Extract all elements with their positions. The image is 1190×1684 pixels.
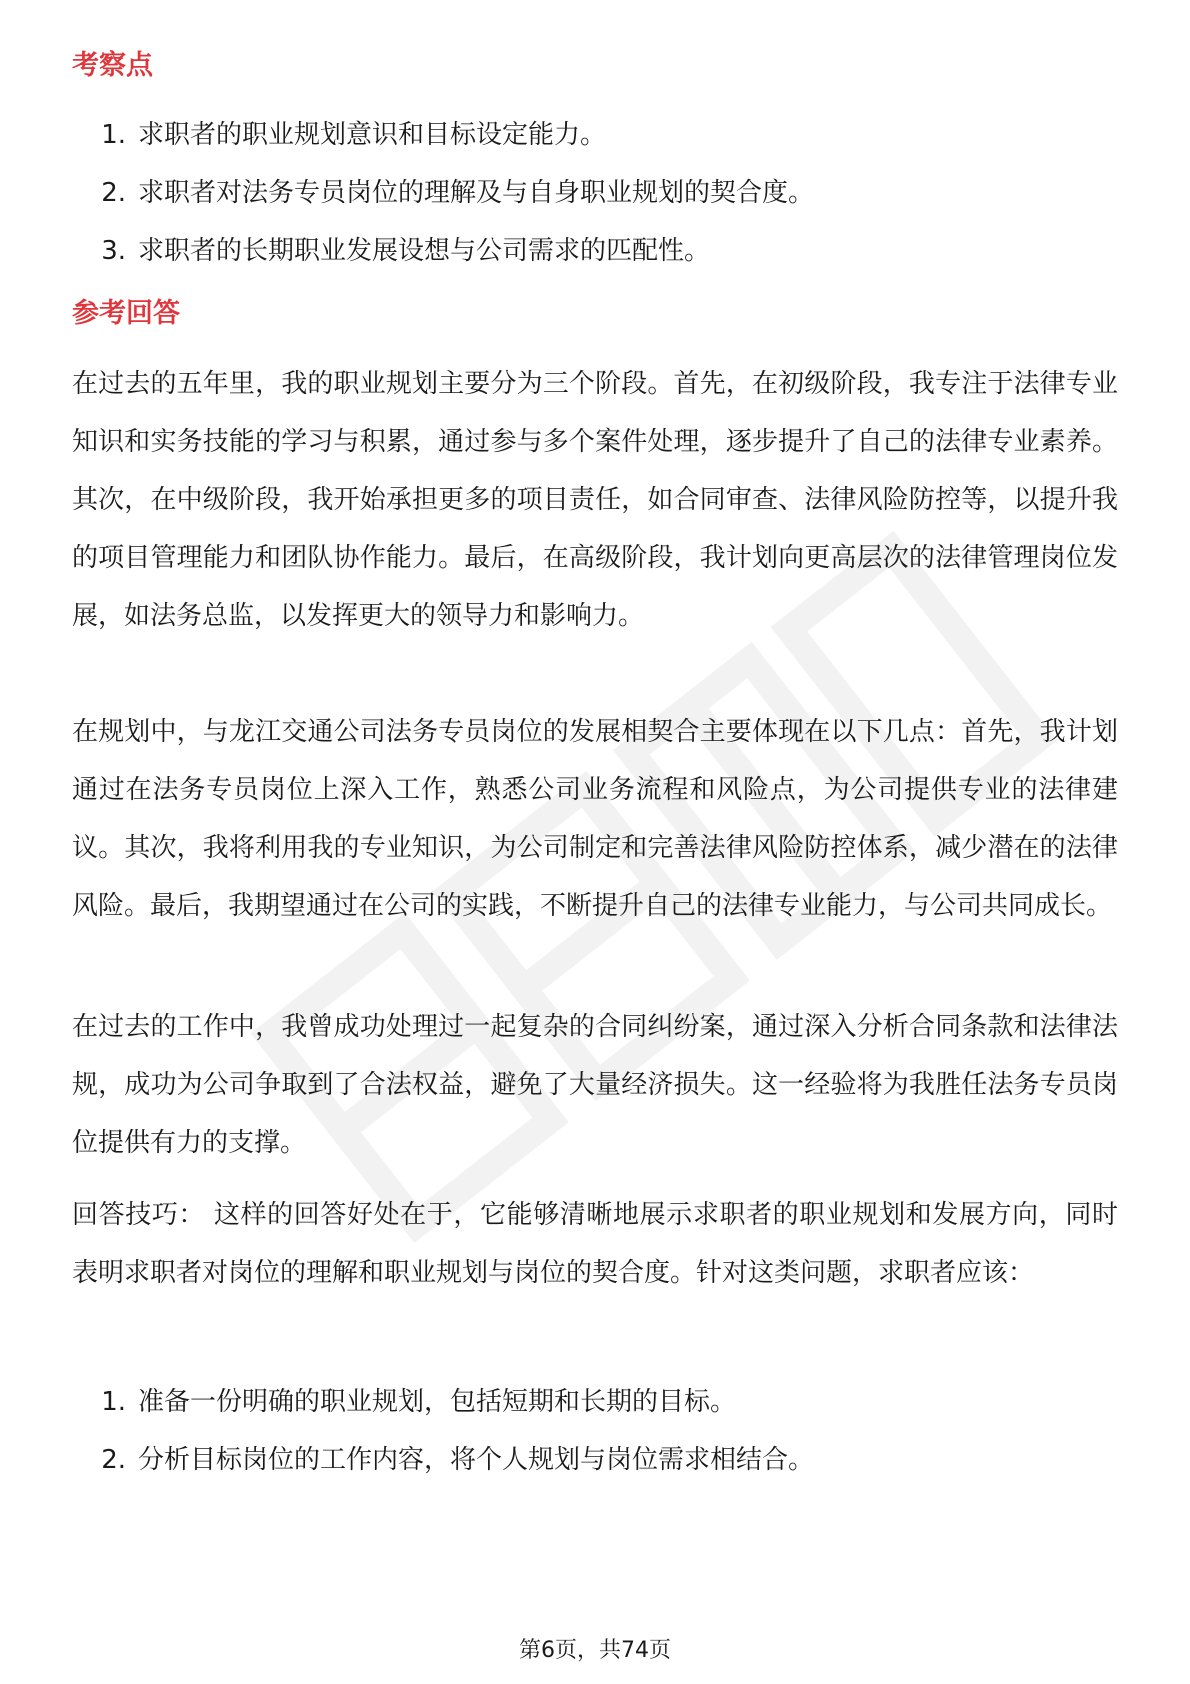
list-item: 1 . 准备一份明确的职业规划，包括短期和长期的目标。 <box>72 1373 1112 1431</box>
list-item: 3 . 求职者的长期职业发展设想与公司需求的匹配性。 <box>72 222 1112 280</box>
list-item: 2 . 分析目标岗位的工作内容，将个人规划与岗位需求相结合。 <box>72 1431 1112 1489</box>
tips-list <box>72 1373 1112 1489</box>
key-points-list <box>72 106 1112 280</box>
answer-paragraph-3: 在过去的工作中，我曾成功处理过一起复杂的合同纠纷案，通过深入分析合同条款和法律法规，成功为公司争取到了合法权益，避免了大量经济损失。这一经验将为我胜任法务专员岗位提供有力的支撑。 <box>72 1012 1118 1158</box>
answer-paragraph-2: 在规划中，与龙江交通公司法务专员岗位的发展相契合主要体现在以下几点：首先，我计划通过在法务专员岗位上深入工作，熟悉公司业务流程和风险点，为公司提供专业的法律建议。其次，我将利用我的专业知识，为公司制定和完善法律风险防控体系，减少潜在的法律风险。最后，我期望通过在公司的实践，不断提升自己的法律专业能力，与公司共同成长。 <box>72 717 1118 921</box>
section-title-reference-answer: 参考回答 <box>72 298 180 329</box>
page-number: 第6页，共74页 <box>519 1638 671 1663</box>
answer-tips-paragraph: 回答技巧： 这样的回答好处在于，它能够清晰地展示求职者的职业规划和发展方向，同时表明求职者对岗位的理解和职业规划与岗位的契合度。针对这类问题，求职者应该： <box>72 1200 1118 1288</box>
list-item: 1 . 求职者的职业规划意识和目标设定能力。 <box>72 106 1112 164</box>
list-item: 2 . 求职者对法务专员岗位的理解及与自身职业规划的契合度。 <box>72 164 1112 222</box>
answer-paragraph-1: 在过去的五年里，我的职业规划主要分为三个阶段。首先，在初级阶段，我专注于法律专业知识和实务技能的学习与积累，通过参与多个案件处理，逐步提升了自己的法律专业素养。其次，在中级阶段，我开始承担更多的项目责任，如合同审查、法律风险防控等，以提升我的项目管理能力和团队协作能力。最后，在高级阶段，我计划向更高层次的法律管理岗位发展，如法务总监，以发挥更大的领导力和影响力。 <box>72 369 1118 631</box>
section-title-key-points: 考察点 <box>72 50 153 81</box>
